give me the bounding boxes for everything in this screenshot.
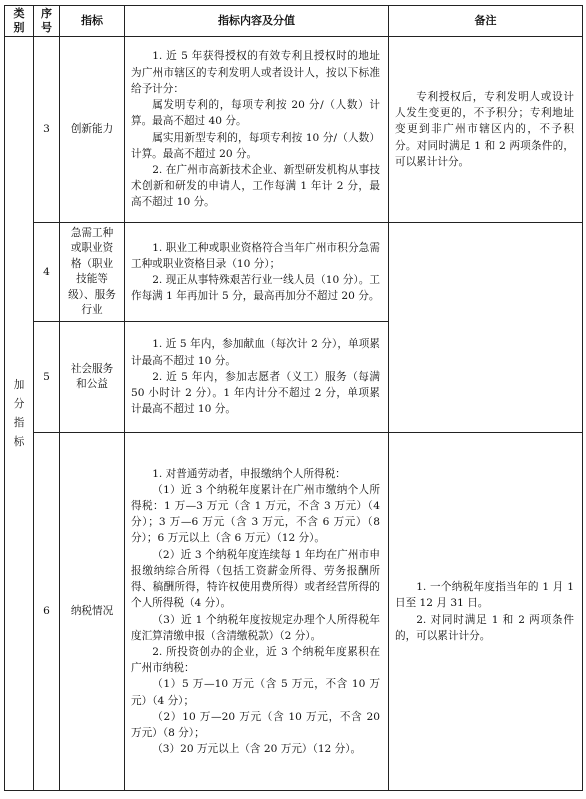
paragraph: 1. 近 5 年获得授权的有效专利且授权时的地址为广州市辖区的专利发明人或者设计人，按以下标准给予计分： [131,50,380,95]
row-seq: 5 [34,322,60,433]
row-seq: 3 [34,37,60,223]
header-row [5,6,583,37]
paragraph: （1）近 3 个纳税年度累计在广州市缴纳个人所得税：1 万—3 万元（含 1 万元，不含 3 万元）（4 分）；3 万—6 万元（含 3 万元，不含 6 万元）（8 分）；6 万元以上（含 6 万元）（12 分）。 [131,483,380,545]
paragraph: 1. 近 5 年内，参加献血（每次计 2 分），单项累计最高不超过 10 分。 [131,338,380,367]
header-content: 指标内容及分值 [125,6,389,37]
row-content [125,433,389,791]
row-indicator: 创新能力 [60,37,125,223]
paragraph: 2. 现正从事特殊艰苦行业一线人员（10 分）。工作每满 1 年再加计 5 分，最高再加分不超过 20 分。 [131,274,380,303]
header-category: 类 别 [5,6,34,37]
row-indicator: 急需工种或职业资格（职业技能等级）、服务行业 [60,223,125,322]
paragraph: （3）20 万元以上（含 20 万元）（12 分）。 [152,743,362,756]
paragraph: 属实用新型专利的，每项专利按 10 分/（人数）计算。最高不超过 20 分。 [131,131,380,160]
paragraph: 2. 对同时满足 1 和 2 两项条件的，可以累计计分。 [395,613,574,642]
row-seq: 6 [34,433,60,791]
paragraph: 属发明专利的，每项专利按 20 分/（人数）计算。最高不超过 40 分。 [131,99,380,128]
paragraph: 2. 近 5 年内，参加志愿者（义工）服务（每满 50 小时计 2 分）。1 年内计分不超过 2 分，单项累计最高不超过 10 分。 [131,370,380,416]
paragraph: （2）10 万—20 万元（含 10 万元，不含 20 万元）（8 分）； [131,710,380,739]
header-remark: 备注 [389,6,583,37]
table-row [5,223,583,322]
row-remark [389,37,583,223]
header-seq: 序 号 [34,6,60,37]
scoring-table [4,5,583,791]
paragraph: 1. 一个纳税年度指当年的 1 月 1 日至 12 月 31 日。 [395,581,574,610]
row-content [125,37,389,223]
row-indicator: 社会服务和公益 [60,322,125,433]
category-cell: 加 分 指 标 [5,37,34,791]
header-indicator: 指标 [60,6,125,37]
paragraph: （2）近 3 个纳税年度连续每 1 年均在广州市申报缴纳综合所得（包括工资薪金所得、劳务报酬所得、稿酬所得，特许权使用费所得）或者经营所得的个人所得税（4 分）。 [131,548,380,610]
paragraph: 1. 对普通劳动者，申报缴纳个人所得税： [152,467,346,480]
table-row [5,37,583,223]
paragraph: （3）近 1 个纳税年度按规定办理个人所得税年度汇算清缴申报（含清缴税款）（2 分）。 [131,613,380,642]
paragraph: 2. 在广州市高新技术企业、新型研发机构从事技术创新和研发的申请人，工作每满 1 年计 2 分，最高不超过 10 分。 [131,163,380,209]
row-seq: 4 [34,223,60,322]
row-indicator: 纳税情况 [60,433,125,791]
row-remark [389,433,583,791]
paragraph: 专利授权后，专利发明人或设计人发生变更的，不予积分；专利地址变更到非广州市辖区内的，不予积分。对同时满足 1 和 2 两项条件的，可以累计计分。 [395,90,574,168]
table-row [5,433,583,791]
paragraph: 2. 所投资创办的企业，近 3 个纳税年度累积在广州市纳税： [131,645,380,675]
row-content [125,223,389,322]
paragraph: 1. 职业工种或职业资格符合当年广州市积分急需工种或职业资格目录（10 分）； [131,241,380,270]
row-remark [389,223,583,433]
row-content [125,322,389,433]
paragraph: （1）5 万—10 万元（含 5 万元，不含 10 万元）（4 分）； [131,678,380,707]
